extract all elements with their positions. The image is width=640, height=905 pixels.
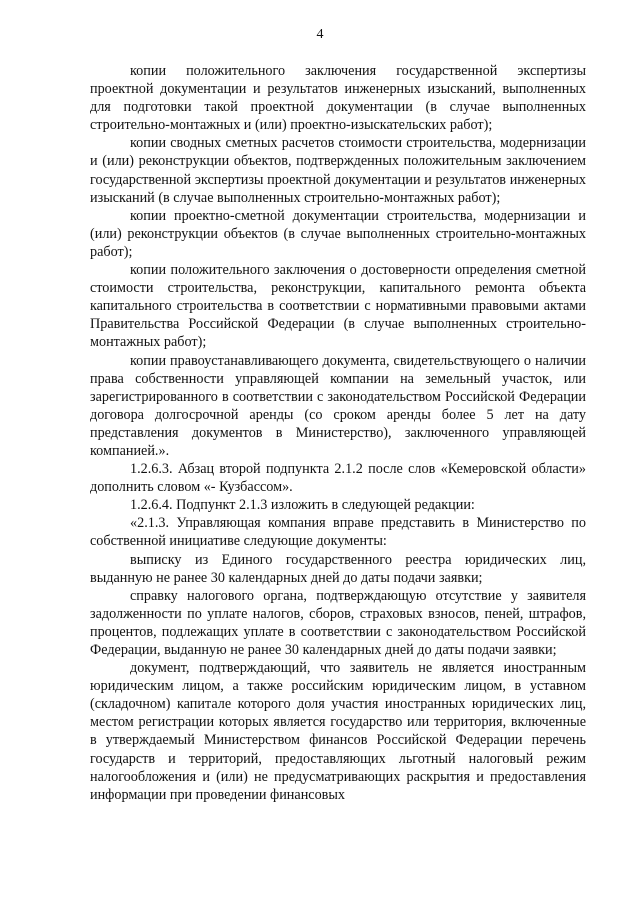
paragraph-1-2-6-4: 1.2.6.4. Подпункт 2.1.3 изложить в следующей редакции: (130, 497, 475, 514)
page-number: 4 (316, 27, 324, 42)
paragraph-expertise-copies: копии положительного заключения государственной экспертизы проектной документации и результатов инженерных изысканий, выполненных для подготовки такой проектной документации (в случае выполненных строительно-монтажных и (или) проектно-изыскательских работ); (90, 63, 586, 134)
paragraph-design-documentation: копии проектно-сметной документации строительства, модернизации и (или) реконструкции объектов (в случае выполненных строительно-монтажных работ); (90, 207, 586, 260)
paragraph-2-1-3: «2.1.3. Управляющая компания вправе представить в Министерство по собственной инициативе следующие документы: (90, 515, 586, 550)
paragraph-1-2-6-3: 1.2.6.3. Абзац второй подпункта 2.1.2 после слов «Кемеровской области» дополнить словом «- Кузбассом». (90, 461, 586, 496)
document-body (90, 62, 586, 804)
paragraph-cost-reliability: копии положительного заключения о достоверности определения сметной стоимости строительства, реконструкции, капитального ремонта объекта капитального строительства в соответствии с нормативными правовыми актами Правительства Российской Федерации (в случае выполненных строительно-монтажных работ); (90, 262, 586, 351)
paragraph-estimate-calculations: копии сводных сметных расчетов стоимости строительства, модернизации и (или) реконструкции объектов, подтвержденных положительным заключением государственной экспертизы проектной документации и результатов инженерных изысканий (в случае выполненных строительно-монтажных работ); (90, 135, 586, 206)
paragraph-tax-certificate: справку налогового органа, подтверждающую отсутствие у заявителя задолженности по уплате налогов, сборов, страховых взносов, пеней, штрафов, процентов, подлежащих уплате в соответствии с законодательством Российской Федерации, выданную не ранее 30 календарных дней до даты подачи заявки; (90, 587, 586, 658)
paragraph-foreign-entity-document: документ, подтверждающий, что заявитель не является иностранным юридическим лицом, а также российским юридическим лицом, в уставном (складочном) капитале которого доля участия иностранных юридических лиц, местом регистрации которых является государство или территория, включенные в утверждаемый Министерством финансов Российской Федерации перечень государств и территорий, предоставляющих льготный налоговый режим налогообложения и (или) не предусматривающих раскрытия и предоставления информации при проведении финансовых (90, 660, 586, 803)
paragraph-title-document: копии правоустанавливающего документа, свидетельствующего о наличии права собственности управляющей компании на земельный участок, или зарегистрированного в соответствии с законодательством Российской Федерации договора долгосрочной аренды (со сроком аренды более 5 лет на дату представления документов в Министерство), заключенного управляющей компанией.». (90, 352, 586, 459)
paragraph-registry-extract: выписку из Единого государственного реестра юридических лиц, выданную не ранее 30 календарных дней до даты подачи заявки; (90, 551, 586, 586)
